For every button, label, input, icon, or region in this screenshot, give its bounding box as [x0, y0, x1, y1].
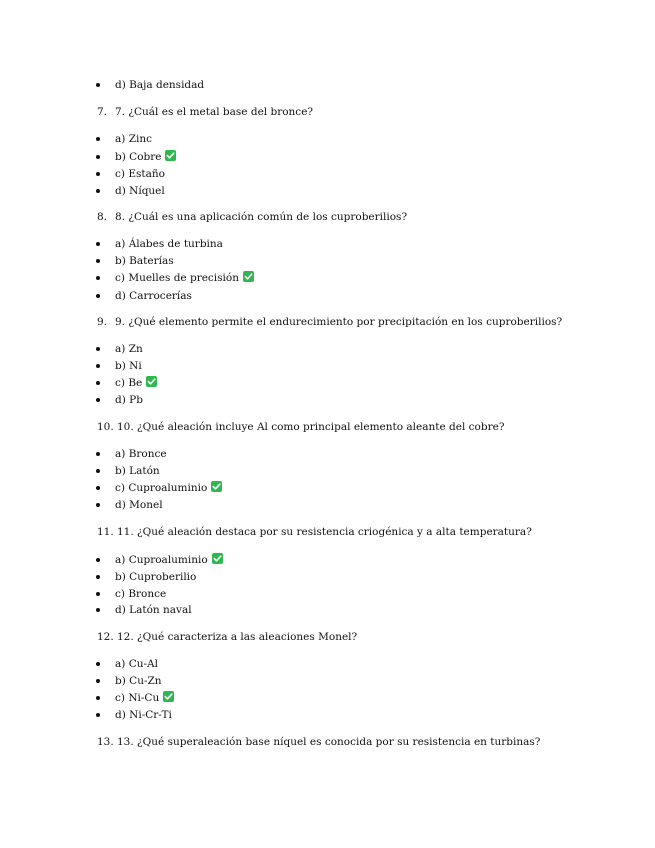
- bullet-icon: [96, 662, 100, 666]
- bullet-icon: [96, 452, 100, 456]
- option-label: d) Monel: [115, 499, 163, 511]
- question-text: 8. ¿Cuál es una aplicación común de los cuproberilios?: [115, 211, 408, 223]
- option-label: c) Muelles de precisión: [115, 272, 239, 284]
- option-label: b) Ni: [115, 360, 142, 372]
- option-label: b) Latón: [115, 465, 160, 477]
- question-number: 12.: [97, 631, 114, 643]
- bullet-icon: [96, 259, 100, 263]
- option-label: d) Ni-Cr-Ti: [115, 709, 172, 721]
- option-label: c) Cuproaluminio: [115, 482, 208, 494]
- option-label: a) Zn: [115, 343, 143, 355]
- question-text: 9. ¿Qué elemento permite el endurecimiento por precipitación en los cuproberilios?: [115, 316, 563, 328]
- check-mark-icon: [146, 376, 157, 387]
- bullet-icon: [96, 347, 100, 351]
- option-label: a) Zinc: [115, 133, 152, 145]
- bullet-icon: [96, 137, 100, 141]
- bullet-icon: [96, 276, 100, 280]
- question-text: 12. ¿Qué caracteriza a las aleaciones Monel?: [117, 631, 358, 643]
- option-label: d) Níquel: [115, 185, 165, 197]
- bullet-icon: [96, 558, 100, 562]
- check-mark-icon: [163, 691, 174, 702]
- bullet-icon: [96, 713, 100, 717]
- option-label: d) Latón naval: [115, 604, 192, 616]
- check-mark-icon: [165, 150, 176, 161]
- question-text: 10. ¿Qué aleación incluye Al como principal elemento aleante del cobre?: [117, 421, 505, 433]
- option-label: b) Cuproberilio: [115, 571, 197, 583]
- option-label: a) Álabes de turbina: [115, 238, 223, 250]
- check-mark-icon: [243, 271, 254, 282]
- bullet-icon: [96, 592, 100, 596]
- bullet-icon: [96, 189, 100, 193]
- option-label: d) Pb: [115, 394, 143, 406]
- option-label: b) Baterías: [115, 255, 174, 267]
- option-label: b) Cu-Zn: [115, 675, 162, 687]
- option-label: a) Bronce: [115, 448, 167, 460]
- bullet-icon: [96, 608, 100, 612]
- bullet-icon: [96, 294, 100, 298]
- bullet-icon: [96, 679, 100, 683]
- bullet-icon: [96, 381, 100, 385]
- bullet-icon: [96, 486, 100, 490]
- bullet-icon: [96, 364, 100, 368]
- question-number: 7.: [97, 106, 108, 118]
- option-label: b) Cobre: [115, 151, 162, 163]
- bullet-icon: [96, 242, 100, 246]
- question-text: 7. ¿Cuál es el metal base del bronce?: [115, 106, 314, 118]
- bullet-icon: [96, 469, 100, 473]
- option-label: c) Bronce: [115, 588, 167, 600]
- bullet-icon: [96, 172, 100, 176]
- check-mark-icon: [211, 481, 222, 492]
- question-text: 11. ¿Qué aleación destaca por su resistencia criogénica y a alta temperatura?: [117, 526, 532, 538]
- option-label: d) Baja densidad: [115, 79, 205, 91]
- question-text: 13. ¿Qué superaleación base níquel es conocida por su resistencia en turbinas?: [117, 736, 541, 748]
- question-number: 10.: [97, 421, 114, 433]
- question-number: 13.: [97, 736, 114, 748]
- option-label: c) Estaño: [115, 168, 165, 180]
- bullet-icon: [96, 398, 100, 402]
- option-label: d) Carrocerías: [115, 290, 192, 302]
- check-mark-icon: [212, 553, 223, 564]
- bullet-icon: [96, 155, 100, 159]
- question-number: 9.: [97, 316, 108, 328]
- question-number: 11.: [97, 526, 114, 538]
- bullet-icon: [96, 575, 100, 579]
- bullet-icon: [96, 696, 100, 700]
- bullet-icon: [96, 503, 100, 507]
- option-label: c) Ni-Cu: [115, 692, 160, 704]
- bullet-icon: [96, 83, 100, 87]
- question-number: 8.: [97, 211, 108, 223]
- option-label: c) Be: [115, 377, 143, 389]
- option-label: a) Cuproaluminio: [115, 554, 208, 566]
- option-label: a) Cu-Al: [115, 658, 158, 670]
